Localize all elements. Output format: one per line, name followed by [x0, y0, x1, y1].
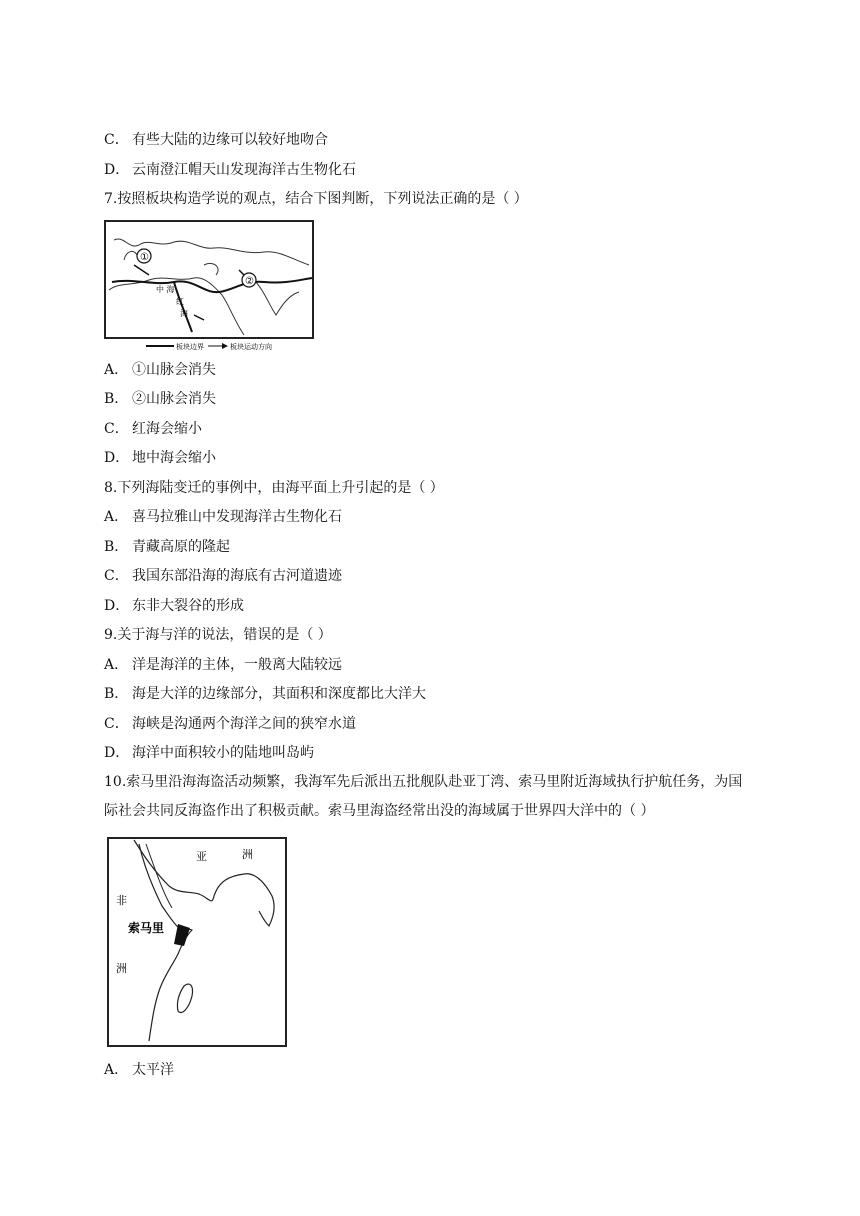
map-label-red-1: 红: [176, 297, 184, 306]
legend-motion: 板块运动方向: [230, 343, 272, 351]
option-letter: D．: [104, 745, 130, 761]
option-letter: C．: [104, 132, 129, 148]
option-text: 云南澄江帽天山发现海洋古生物化石: [132, 162, 356, 178]
q6-option-c: [104, 130, 328, 150]
map-marker-2: ②: [245, 276, 254, 287]
option-letter: A．: [104, 1062, 129, 1078]
q10-somalia-map: [104, 836, 290, 1050]
option-text: 太平洋: [132, 1062, 174, 1078]
option-letter: A．: [104, 362, 129, 378]
q9-option-c: [104, 714, 356, 734]
option-letter: B．: [104, 539, 129, 555]
option-letter: B．: [104, 391, 129, 407]
option-letter: C．: [104, 568, 129, 584]
legend-boundary: 板块边界: [176, 343, 204, 351]
option-text: 海洋中面积较小的陆地叫岛屿: [132, 745, 314, 761]
option-text: 有些大陆的边缘可以较好地吻合: [132, 132, 328, 148]
map-label-somalia: 索马里: [128, 921, 165, 935]
q7-option-c: [104, 419, 202, 439]
q8-option-c: [104, 566, 342, 586]
option-letter: D．: [104, 598, 130, 614]
q9-option-d: [104, 743, 314, 763]
q7-option-b: [104, 389, 216, 409]
option-text: 我国东部沿海的海底有古河道遗迹: [132, 568, 342, 584]
option-text: ①山脉会消失: [132, 362, 216, 378]
option-letter: A．: [104, 509, 129, 525]
option-letter: A．: [104, 657, 129, 673]
option-letter: B．: [104, 686, 129, 702]
option-text: 地中海会缩小: [132, 450, 216, 466]
map-label-asia-2: 洲: [242, 848, 253, 861]
q8-option-d: [104, 596, 244, 616]
option-letter: D．: [104, 450, 130, 466]
q7-stem: 7.按照板块构造学说的观点，结合下图判断，下列说法正确的是（ ）: [104, 191, 528, 207]
map-marker-1: ①: [140, 252, 149, 263]
q6-option-d: [104, 160, 356, 180]
q7-option-d: [104, 448, 216, 468]
map-label-africa-2: 洲: [116, 962, 127, 975]
q7-option-a: [104, 360, 216, 380]
q8-stem: 8.下列海陆变迁的事例中，由海平面上升引起的是（ ）: [104, 480, 444, 496]
option-text: 喜马拉雅山中发现海洋古生物化石: [132, 509, 342, 525]
q10-stem: 10.索马里沿海海盗活动频繁，我海军先后派出五批舰队赴亚丁湾、索马里附近海域执行护航任务，为国际社会共同反海盗作出了积极贡献。索马里海盗经常出没的海域属于世界四大洋中的（ ）: [104, 774, 743, 819]
q9-option-a: [104, 655, 342, 675]
map-label-red-2: 海: [180, 309, 188, 318]
option-text: 红海会缩小: [132, 421, 202, 437]
option-letter: C．: [104, 716, 129, 732]
map-label-mediterranean: 中 海: [156, 285, 175, 294]
q9-option-b: [104, 684, 426, 704]
q8-option-a: [104, 507, 342, 527]
option-letter: D．: [104, 162, 130, 178]
q7-plate-map: [104, 220, 316, 352]
option-text: 东非大裂谷的形成: [132, 598, 244, 614]
option-text: 海峡是沟通两个海洋之间的狭窄水道: [132, 716, 356, 732]
q9-stem: 9.关于海与洋的说法，错误的是（ ）: [104, 627, 332, 643]
option-text: 海是大洋的边缘部分，其面积和深度都比大洋大: [132, 686, 426, 702]
q10-option-a: [104, 1060, 174, 1080]
q8-option-b: [104, 537, 230, 557]
option-text: 洋是海洋的主体，一般离大陆较远: [132, 657, 342, 673]
option-letter: C．: [104, 421, 129, 437]
map-label-africa-1: 非: [116, 894, 127, 907]
map-label-asia-1: 亚: [196, 850, 207, 863]
option-text: ②山脉会消失: [132, 391, 216, 407]
option-text: 青藏高原的隆起: [132, 539, 230, 555]
